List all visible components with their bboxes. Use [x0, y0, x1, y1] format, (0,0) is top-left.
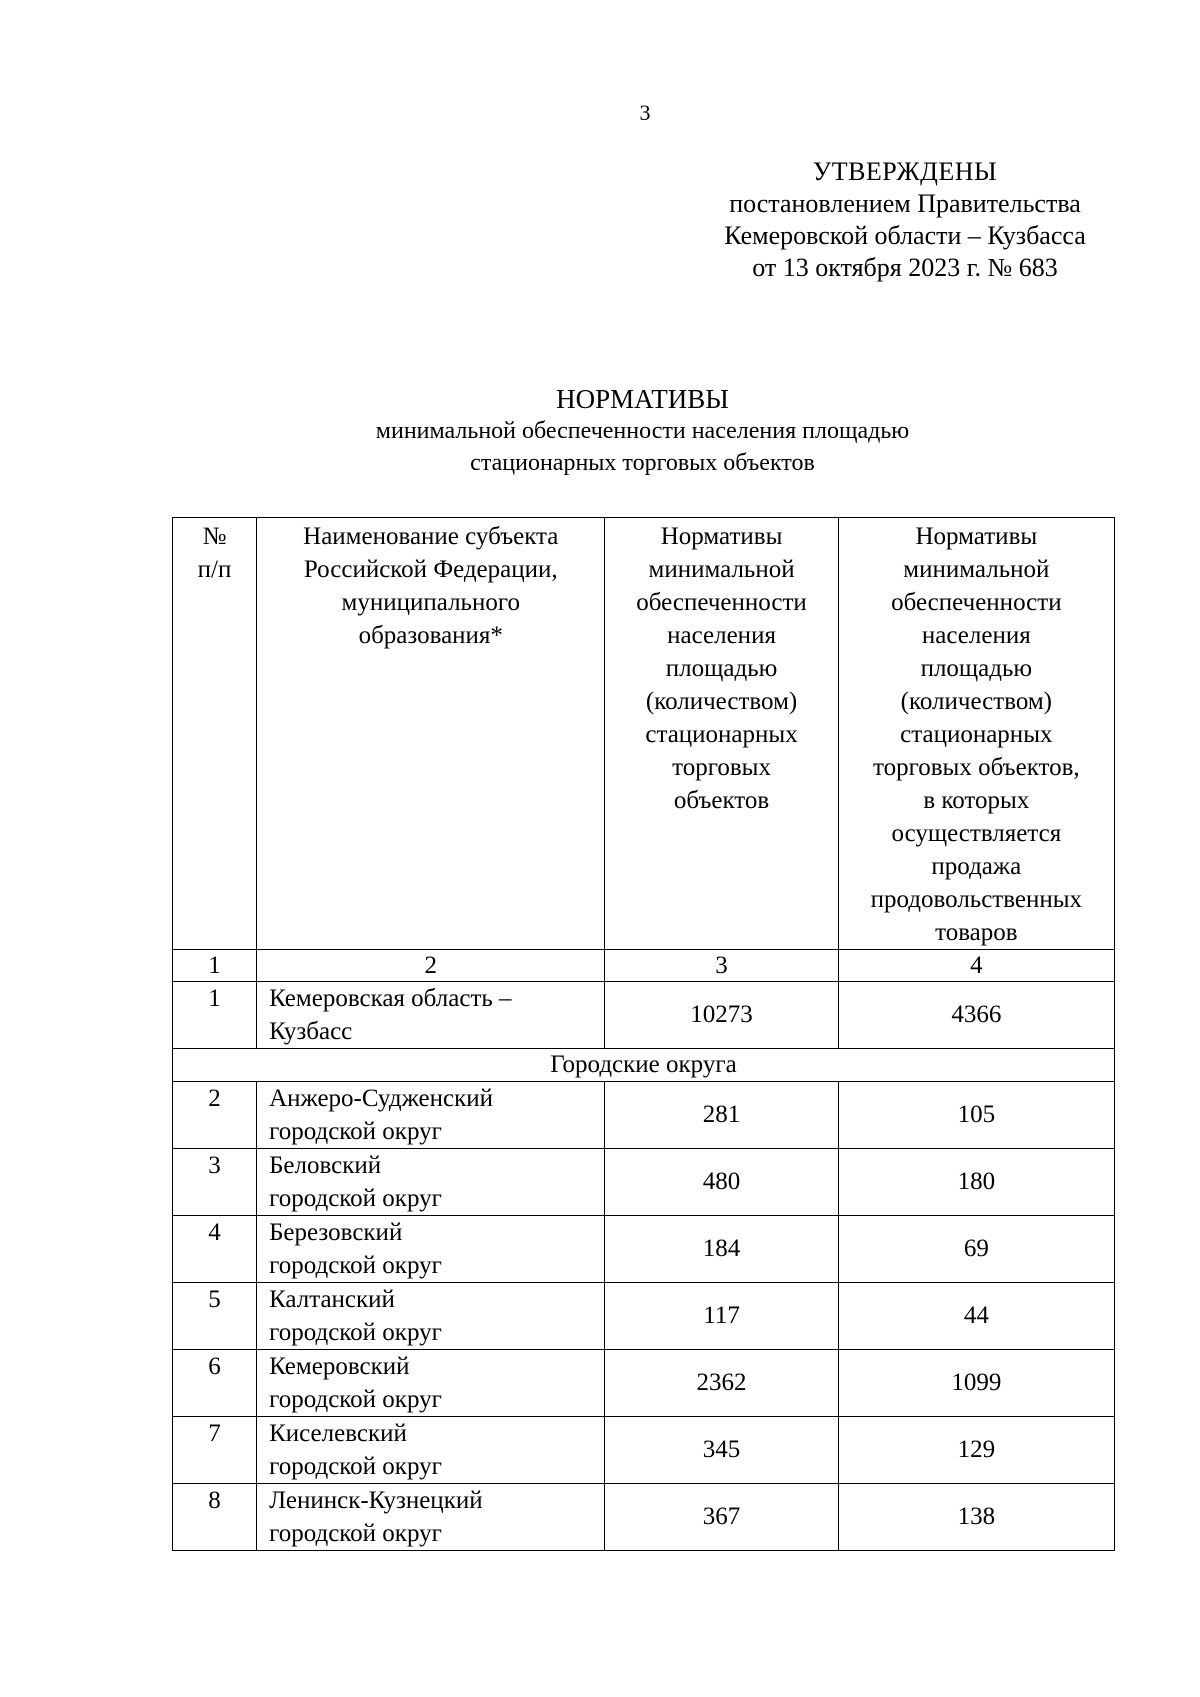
document-subtitle: стационарных торговых объектов	[470, 450, 815, 476]
table-row	[173, 1350, 1115, 1417]
row-name: Беловский городской округ	[257, 1149, 605, 1216]
row-food-norm: 105	[838, 1082, 1114, 1149]
column-number: 2	[257, 950, 605, 982]
row-name: Киселевский городской округ	[257, 1417, 605, 1484]
row-food-norm: 1099	[838, 1350, 1114, 1417]
approval-line: постановлением Правительства	[729, 189, 1081, 218]
row-total-norm: 480	[605, 1149, 838, 1216]
approval-line: Кемеровской области – Кузбасса	[724, 221, 1086, 250]
row-number: 4	[173, 1216, 257, 1283]
document-subtitle: минимальной обеспеченности населения площадью	[375, 418, 910, 444]
document-title-block	[170, 383, 1115, 479]
section-row	[173, 1049, 1115, 1082]
approval-stamp	[690, 156, 1120, 284]
column-number-row	[173, 950, 1115, 982]
row-number: 8	[173, 1484, 257, 1551]
row-total-norm: 117	[605, 1283, 838, 1350]
table-row	[173, 982, 1115, 1049]
row-food-norm: 69	[838, 1216, 1114, 1283]
row-total-norm: 2362	[605, 1350, 838, 1417]
row-total-norm: 10273	[605, 982, 838, 1049]
row-food-norm: 129	[838, 1417, 1114, 1484]
section-label: Городские округа	[173, 1049, 1115, 1082]
column-number: 3	[605, 950, 838, 982]
table-row	[173, 1417, 1115, 1484]
row-number: 7	[173, 1417, 257, 1484]
document-title: НОРМАТИВЫ	[556, 384, 729, 414]
column-number: 4	[838, 950, 1114, 982]
row-number: 3	[173, 1149, 257, 1216]
row-total-norm: 367	[605, 1484, 838, 1551]
table-row	[173, 1082, 1115, 1149]
table-row	[173, 1149, 1115, 1216]
row-food-norm: 180	[838, 1149, 1114, 1216]
row-name: Березовский городской округ	[257, 1216, 605, 1283]
table-row	[173, 1484, 1115, 1551]
row-total-norm: 345	[605, 1417, 838, 1484]
header-name: Наименование субъекта Российской Федерации, муниципального образования*	[257, 518, 605, 950]
row-total-norm: 281	[605, 1082, 838, 1149]
row-name: Кемеровский городской округ	[257, 1350, 605, 1417]
row-number: 6	[173, 1350, 257, 1417]
row-food-norm: 138	[838, 1484, 1114, 1551]
row-number: 5	[173, 1283, 257, 1350]
approval-heading: УТВЕРЖДЕНЫ	[812, 157, 998, 186]
header-food-norm: Нормативы минимальной обеспеченности населения площадью (количеством) стационарных торговых объектов, в которых осуществляется продажа продовольственных товаров	[838, 518, 1114, 950]
column-number: 1	[173, 950, 257, 982]
header-total-norm: Нормативы минимальной обеспеченности населения площадью (количеством) стационарных торговых объектов	[605, 518, 838, 950]
header-number: № п/п	[173, 518, 257, 950]
row-name: Ленинск-Кузнецкий городской округ	[257, 1484, 605, 1551]
page-number: 3	[639, 100, 651, 125]
row-total-norm: 184	[605, 1216, 838, 1283]
row-name: Калтанский городской округ	[257, 1283, 605, 1350]
approval-line: от 13 октября 2023 г. № 683	[752, 253, 1058, 282]
table-row	[173, 1216, 1115, 1283]
row-name: Кемеровская область – Кузбасс	[257, 982, 605, 1049]
table-row	[173, 1283, 1115, 1350]
row-food-norm: 44	[838, 1283, 1114, 1350]
table-header-row	[173, 518, 1115, 950]
row-number: 2	[173, 1082, 257, 1149]
row-food-norm: 4366	[838, 982, 1114, 1049]
row-name: Анжеро-Судженский городской округ	[257, 1082, 605, 1149]
norms-table	[172, 517, 1115, 1551]
row-number: 1	[173, 982, 257, 1049]
